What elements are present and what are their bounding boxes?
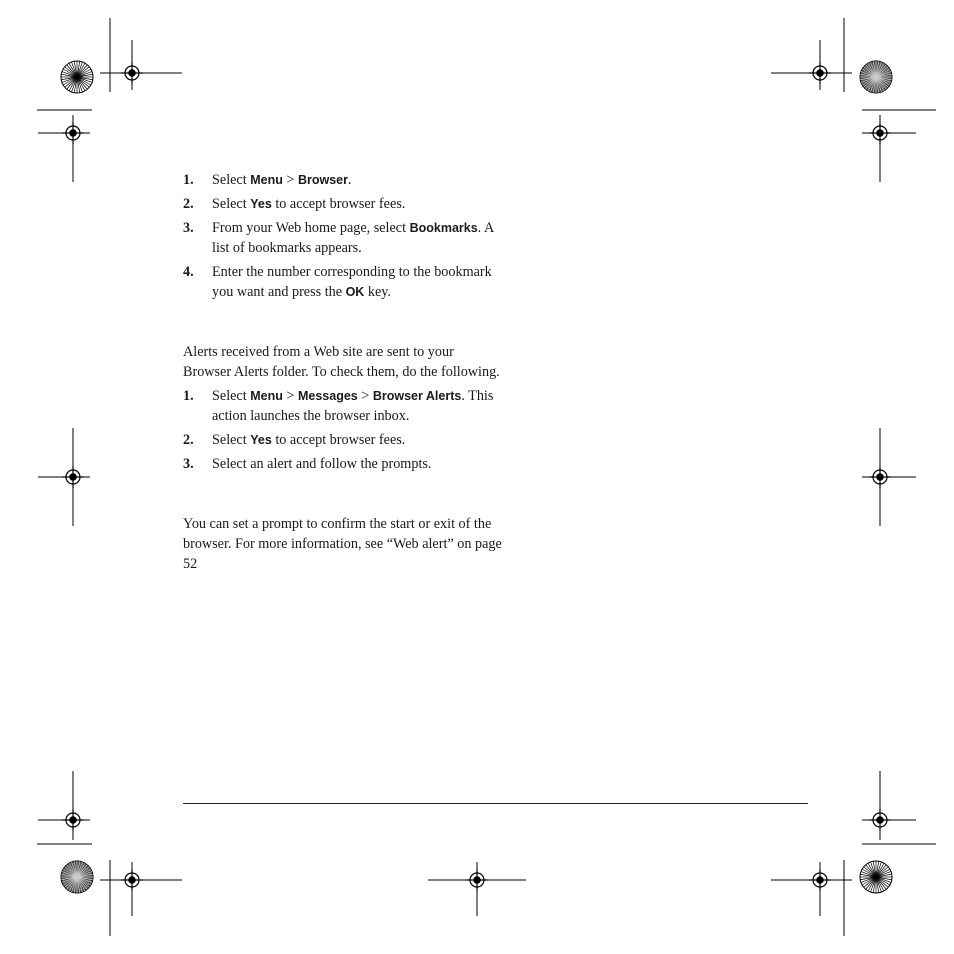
yes-label: Yes [250, 433, 272, 447]
step-item [183, 386, 503, 426]
registration-starburst-icon [860, 61, 892, 93]
step-number: 3. [183, 220, 194, 236]
step-text: Select Yes to accept browser fees. [212, 196, 406, 212]
registration-starburst-icon [61, 61, 93, 93]
step-number: 2. [183, 196, 194, 212]
step-item [183, 170, 503, 190]
step-number: 2. [183, 432, 194, 448]
yes-label: Yes [250, 197, 272, 211]
browser-alerts-label: Browser Alerts [372, 389, 462, 403]
registration-starburst-icon [61, 861, 93, 893]
bookmarks-label: Bookmarks [409, 221, 478, 235]
step-text: Enter the number corresponding to the bookmark you want and press the OK key. [212, 264, 492, 300]
steps-list-bookmarks [183, 170, 503, 302]
step-item [183, 218, 503, 258]
step-number: 1. [183, 172, 194, 188]
step-text: Select Menu > Messages > Browser Alerts. This action launches the browser inbox. [212, 388, 494, 424]
registration-starburst-icon [860, 861, 892, 893]
step-text: From your Web home page, select Bookmarks. A list of bookmarks appears. [212, 220, 494, 256]
alerts-intro-paragraph: Alerts received from a Web site are sent to your Browser Alerts folder. To check them, do the following. [183, 344, 500, 380]
step-number: 4. [183, 264, 194, 280]
ok-key-label: OK [345, 285, 365, 299]
footer-rule [183, 803, 808, 804]
page-content [183, 170, 503, 574]
step-number: 3. [183, 456, 194, 472]
step-text: Select Menu > Browser. [212, 172, 352, 188]
step-text: Select Yes to accept browser fees. [212, 432, 406, 448]
step-item [183, 430, 503, 450]
browser-prompt-paragraph: You can set a prompt to confirm the start or exit of the browser. For more information, see “Web alert” on page 52 [183, 516, 502, 572]
menu-label: Menu [250, 389, 283, 403]
browser-label: Browser [297, 173, 348, 187]
step-item [183, 194, 503, 214]
step-item [183, 454, 503, 474]
menu-label: Menu [250, 173, 283, 187]
step-text: Select an alert and follow the prompts. [212, 456, 432, 472]
step-number: 1. [183, 388, 194, 404]
steps-list-alerts [183, 386, 503, 474]
step-item [183, 262, 503, 302]
messages-label: Messages [297, 389, 358, 403]
